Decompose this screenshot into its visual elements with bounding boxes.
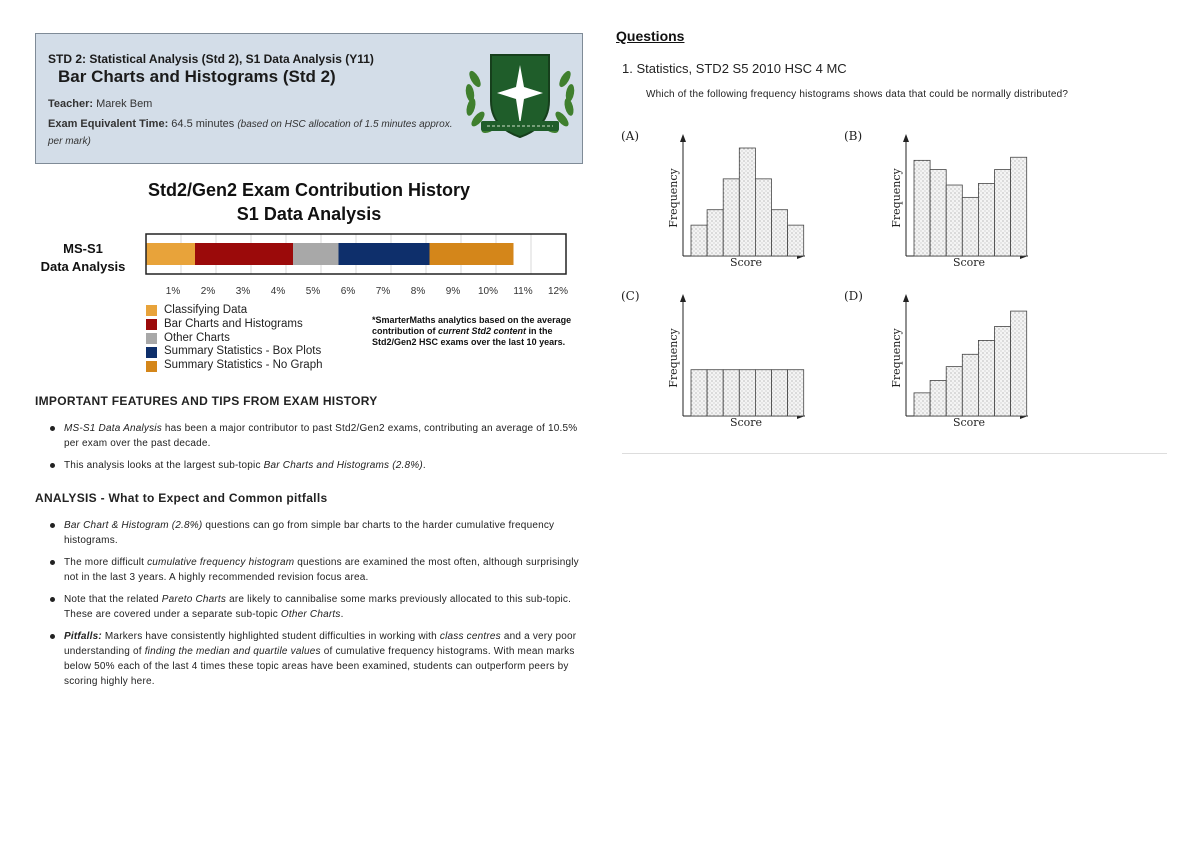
x-axis-label: Score xyxy=(729,256,763,269)
histogram-bar xyxy=(1011,157,1027,256)
histogram-bar xyxy=(772,370,788,416)
histogram-bar xyxy=(755,179,771,256)
histogram-bar xyxy=(691,225,707,256)
features-heading: IMPORTANT FEATURES AND TIPS FROM EXAM HISTORY xyxy=(35,394,378,408)
legend-swatch xyxy=(146,305,157,316)
exam-time-value: 64.5 minutes xyxy=(171,118,235,130)
legend-swatch xyxy=(146,333,157,344)
tick-label: 8% xyxy=(410,286,426,297)
histogram-bar xyxy=(691,370,707,416)
histogram-bar xyxy=(1011,311,1027,416)
histogram-bar xyxy=(707,210,723,256)
histogram-bar xyxy=(739,370,755,416)
panel-label: (B) xyxy=(844,129,863,143)
histogram-bar xyxy=(995,327,1011,416)
list-item: This analysis looks at the largest sub-topic Bar Charts and Histograms (2.8%). xyxy=(48,458,586,473)
histogram-bar xyxy=(978,183,994,256)
tick-label: 12% xyxy=(547,286,569,297)
y-axis-label: Frequency xyxy=(667,168,680,228)
legend-item xyxy=(146,318,322,332)
analysis-list xyxy=(48,518,586,696)
exam-time-label: Exam Equivalent Time: xyxy=(48,118,169,130)
legend-label: Bar Charts and Histograms xyxy=(164,317,303,330)
contribution-chart xyxy=(140,230,585,300)
bar-segment xyxy=(195,243,293,265)
x-axis-label: Score xyxy=(729,416,763,429)
legend-swatch xyxy=(146,319,157,330)
tick-label: 2% xyxy=(200,286,216,297)
bar-category-label xyxy=(35,240,131,276)
arrow-up-icon xyxy=(680,294,686,302)
exam-time-line xyxy=(48,116,468,150)
chart-legend xyxy=(146,304,322,373)
histogram-panel xyxy=(844,129,1028,269)
histogram-panel xyxy=(621,289,805,429)
histogram-panel xyxy=(844,289,1028,429)
legend-label: Summary Statistics - Box Plots xyxy=(164,345,322,358)
histogram-bar xyxy=(788,225,804,256)
teacher-line xyxy=(48,98,152,110)
bar-segment xyxy=(293,243,339,265)
teacher-label: Teacher: xyxy=(48,98,94,110)
bar-label-line2: Data Analysis xyxy=(40,259,126,274)
bar-segment xyxy=(339,243,430,265)
course-line: STD 2: Statistical Analysis (Std 2), S1 Data Analysis (Y11) xyxy=(48,52,374,66)
panel-label: (A) xyxy=(621,129,640,143)
chart-title-line1: Std2/Gen2 Exam Contribution History xyxy=(147,180,471,200)
histogram-bar xyxy=(946,185,962,256)
histogram-bar xyxy=(723,179,739,256)
bar-label-line1: MS-S1 xyxy=(63,241,103,256)
arrow-up-icon xyxy=(903,134,909,142)
tick-label: 1% xyxy=(165,286,181,297)
tick-label: 7% xyxy=(375,286,391,297)
legend-label: Other Charts xyxy=(164,331,230,344)
list-item: The more difficult cumulative frequency histogram questions are examined the most often, although surprisingly not in the last 3 years. A highly recommended revision focus area. xyxy=(48,555,586,585)
list-item: Pitfalls: Markers have consistently highlighted student difficulties in working with class centres and a very poor understanding of finding the median and quartile values of cumulative frequency histograms. With mean marks below 50% each of the last 4 times these topic areas have been examined, students can outperform peers by scoring highly here. xyxy=(48,629,586,689)
histogram-panel xyxy=(621,129,805,269)
legend-item xyxy=(146,359,322,373)
tick-label: 11% xyxy=(513,286,533,297)
legend-label: Summary Statistics - No Graph xyxy=(164,359,323,372)
school-crest-logo xyxy=(461,49,579,145)
topic-title: Bar Charts and Histograms (Std 2) xyxy=(58,67,336,86)
histogram-bar xyxy=(914,160,930,256)
histogram-bar xyxy=(962,354,978,416)
legend-label: Classifying Data xyxy=(164,304,248,316)
panel-label: (D) xyxy=(844,289,863,303)
histogram-bar xyxy=(914,393,930,416)
bar-segment xyxy=(430,243,514,265)
legend-swatch xyxy=(146,347,157,358)
histogram-bar xyxy=(707,370,723,416)
tick-label: 6% xyxy=(340,286,356,297)
y-axis-label: Frequency xyxy=(890,168,903,228)
note-suffix: in the Std2/Gen2 HSC exams over the last 10 years. xyxy=(372,326,566,347)
y-axis-label: Frequency xyxy=(667,328,680,388)
tick-label: 5% xyxy=(305,286,321,297)
panel-label: (C) xyxy=(621,289,640,303)
bar-segment xyxy=(146,243,195,265)
x-axis-label: Score xyxy=(952,416,986,429)
question-1-title: 1. Statistics, STD2 S5 2010 HSC 4 MC xyxy=(622,61,847,76)
analysis-heading-bold: ANALYSIS xyxy=(35,491,97,505)
tick-label: 3% xyxy=(235,286,251,297)
teacher-name: Marek Bem xyxy=(96,98,153,110)
analytics-note xyxy=(372,315,582,348)
histogram-bar xyxy=(739,148,755,256)
y-axis-label: Frequency xyxy=(890,328,903,388)
list-item: MS-S1 Data Analysis has been a major contributor to past Std2/Gen2 exams, contributing an average of 10.5% per exam over the past decade. xyxy=(48,421,586,451)
histogram-bar xyxy=(755,370,771,416)
note-prefix: *SmarterMaths analytics based on the average contribution of xyxy=(372,315,572,336)
legend-swatch xyxy=(146,361,157,372)
legend-item xyxy=(146,345,322,359)
tick-label: 10% xyxy=(477,286,499,297)
arrow-up-icon xyxy=(680,134,686,142)
list-item: Note that the related Pareto Charts are likely to cannibalise some marks previously allocated to this sub-topic. These are covered under a separate sub-topic Other Charts. xyxy=(48,592,586,622)
question-divider xyxy=(622,453,1167,454)
analysis-heading-rest: - What to Expect and Common pitfalls xyxy=(96,491,328,505)
chart-title xyxy=(35,178,583,226)
histogram-bar xyxy=(946,367,962,416)
x-axis-label: Score xyxy=(952,256,986,269)
chart-title-line2: S1 Data Analysis xyxy=(236,204,382,224)
histogram-options xyxy=(615,120,1035,440)
arrow-up-icon xyxy=(903,294,909,302)
questions-heading: Questions xyxy=(616,28,685,44)
histogram-bar xyxy=(962,197,978,256)
histogram-bar xyxy=(788,370,804,416)
histogram-bar xyxy=(978,340,994,416)
exam-time-note: (based on HSC allocation of 1.5 minutes approx. per mark) xyxy=(48,119,453,147)
histogram-bar xyxy=(995,170,1011,256)
note-emphasis: current Std2 content xyxy=(437,326,526,336)
list-item: Bar Chart & Histogram (2.8%) questions can go from simple bar charts to the harder cumulative frequency histograms. xyxy=(48,518,586,548)
tick-label: 4% xyxy=(270,286,286,297)
question-1-text: Which of the following frequency histograms shows data that could be normally distributed? xyxy=(646,89,1069,100)
histogram-bar xyxy=(930,170,946,256)
histogram-bar xyxy=(772,210,788,256)
tick-label: 9% xyxy=(445,286,461,297)
features-list xyxy=(48,421,586,480)
histogram-bar xyxy=(930,381,946,416)
analysis-heading xyxy=(35,491,327,505)
legend-item xyxy=(146,304,322,318)
histogram-bar xyxy=(723,370,739,416)
header-box xyxy=(35,33,583,164)
legend-item xyxy=(146,332,322,346)
